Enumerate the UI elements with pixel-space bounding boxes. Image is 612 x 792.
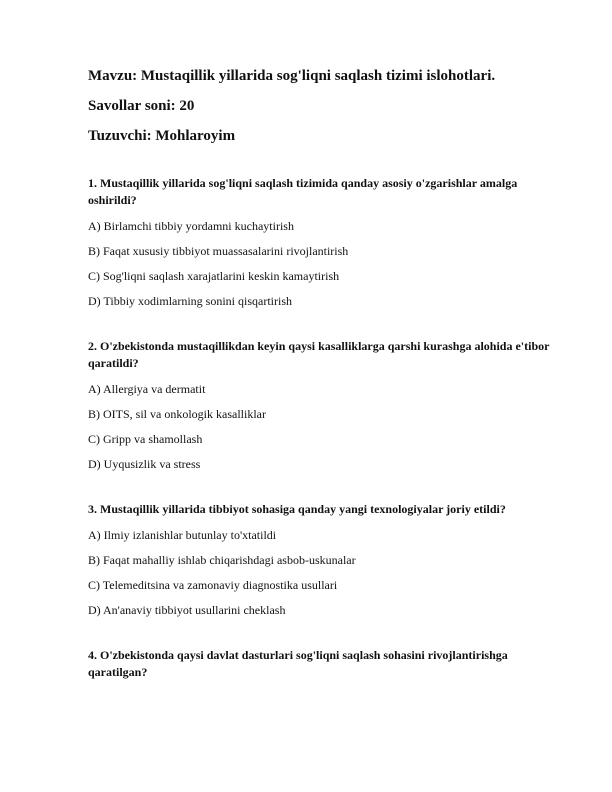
- topic-heading: Mavzu: Mustaqillik yillarida sog'liqni saqlash tizimi islohotlari.: [88, 68, 496, 84]
- option-b: B) OITS, sil va onkologik kasalliklar: [88, 407, 266, 421]
- question-count: Savollar soni: 20: [88, 98, 195, 114]
- option-b: B) Faqat xususiy tibbiyot muassasalarini rivojlantirish: [88, 244, 349, 258]
- option-c: C) Telemeditsina va zamonaviy diagnostika usullari: [88, 578, 338, 592]
- question-text: 1. Mustaqillik yillarida sog'liqni saqlash tizimida qanday asosiy o'zgarishlar amalga oshirildi?: [88, 176, 518, 207]
- option-a: A) Birlamchi tibbiy yordamni kuchaytirish: [88, 219, 294, 233]
- option-c: C) Sog'liqni saqlash xarajatlarini keskin kamaytirish: [88, 269, 340, 283]
- question-4: [88, 647, 552, 681]
- question-3: [88, 501, 552, 619]
- question-1: [88, 175, 552, 310]
- question-text: 2. O'zbekistonda mustaqillikdan keyin qaysi kasalliklarga qarshi kurashga alohida e'tibor qaratildi?: [88, 339, 550, 370]
- option-d: D) Tibbiy xodimlarning sonini qisqartirish: [88, 294, 293, 308]
- document-header: [88, 67, 552, 145]
- question-text: 4. O'zbekistonda qaysi davlat dasturlari sog'liqni saqlash sohasini rivojlantirishga qaratilgan?: [88, 648, 508, 679]
- option-d: D) An'anaviy tibbiyot usullarini cheklash: [88, 603, 286, 617]
- option-c: C) Gripp va shamollash: [88, 432, 203, 446]
- option-b: B) Faqat mahalliy ishlab chiqarishdagi asbob-uskunalar: [88, 553, 356, 567]
- option-d: D) Uyqusizlik va stress: [88, 457, 201, 471]
- question-2: [88, 338, 552, 473]
- question-text: 3. Mustaqillik yillarida tibbiyot sohasiga qanday yangi texnologiyalar joriy etildi?: [88, 502, 506, 516]
- author-line: Tuzuvchi: Mohlaroyim: [88, 128, 236, 144]
- option-a: A) Allergiya va dermatit: [88, 382, 206, 396]
- option-a: A) Ilmiy izlanishlar butunlay to'xtatildi: [88, 528, 277, 542]
